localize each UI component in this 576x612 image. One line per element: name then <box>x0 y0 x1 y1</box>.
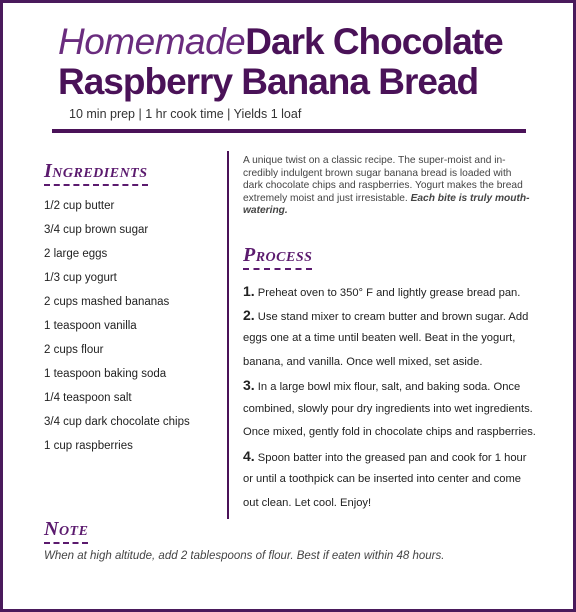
intro-line <box>243 205 543 218</box>
step-text: or until a toothpick can be inserted into center and come <box>243 473 521 485</box>
ingredients-heading: Ingredients <box>44 160 148 186</box>
ingredient-item: 2 large eggs <box>44 248 108 260</box>
meta-text: 10 min prep | 1 hr cook time | Yields 1 loaf <box>69 107 302 121</box>
ingredients-list <box>44 194 219 458</box>
note-section <box>44 518 544 562</box>
process-step-line <box>243 280 548 304</box>
process-step-line <box>243 304 548 328</box>
process-heading: Process <box>243 244 312 270</box>
ingredients-section <box>44 160 219 458</box>
ingredient-item: 3/4 cup brown sugar <box>44 224 149 236</box>
note-heading: Note <box>44 518 88 544</box>
step-number: 2. <box>243 306 255 323</box>
process-step-line <box>243 492 548 516</box>
ingredient-item: 1 cup raspberries <box>44 440 133 452</box>
ingredient-item: 3/4 cup dark chocolate chips <box>44 416 190 428</box>
title-line-2: Raspberry Banana Bread <box>58 61 479 102</box>
step-number: 4. <box>243 447 255 464</box>
step-text: Use stand mixer to cream butter and brown sugar. Add <box>257 310 529 323</box>
recipe-meta <box>52 107 526 135</box>
process-step-line <box>243 351 548 375</box>
step-text: Preheat oven to 350° F and lightly grease bread pan. <box>257 287 521 299</box>
ingredient-item: 1/4 teaspoon salt <box>44 392 132 404</box>
step-number: 1. <box>243 283 255 299</box>
ingredient-item: 2 cups mashed bananas <box>44 296 170 308</box>
intro-emphasis: Each bite is truly mouth- <box>410 192 530 204</box>
intro-line: A unique twist on a classic recipe. The super-moist and in- <box>243 155 506 166</box>
step-text: In a large bowl mix flour, salt, and baking soda. Once <box>257 381 521 393</box>
intro-emphasis: watering. <box>243 205 288 216</box>
ingredient-item: 1 teaspoon vanilla <box>44 320 137 332</box>
intro-line: dark chocolate chips and raspberries. Yogurt makes the bread <box>243 180 523 191</box>
ingredient-item: 1 teaspoon baking soda <box>44 368 167 380</box>
process-section <box>243 244 548 515</box>
step-text: Spoon batter into the greased pan and cook for 1 hour <box>257 451 527 464</box>
process-step-line <box>243 398 548 422</box>
recipe-intro <box>243 155 543 218</box>
title-divider <box>52 129 526 133</box>
step-number: 3. <box>243 377 255 393</box>
process-step-line <box>243 421 548 445</box>
recipe-title <box>58 22 528 102</box>
process-step-line <box>243 468 548 492</box>
intro-line <box>243 193 543 206</box>
ingredient-item: 1/3 cup yogurt <box>44 272 117 284</box>
title-line-1 <box>58 22 528 62</box>
step-text: Once mixed, gently fold in chocolate chips and raspberries. <box>243 426 536 438</box>
note-text: When at high altitude, add 2 tablespoons of flour. Best if eaten within 48 hours. <box>44 550 445 562</box>
step-text: eggs one at a time until beaten well. Beat in the yogurt, <box>243 332 516 344</box>
ingredient-item: 1/2 cup butter <box>44 200 115 212</box>
process-steps <box>243 280 548 515</box>
intro-text: extremely moist and just irresistable. <box>243 192 411 204</box>
intro-line: credibly indulgent brown sugar banana bread is loaded with <box>243 167 512 179</box>
step-text: out clean. Let cool. Enjoy! <box>243 496 372 509</box>
step-text: banana, and vanilla. Once well mixed, set aside. <box>243 355 483 368</box>
title-bold-words: Dark Chocolate <box>245 21 503 62</box>
step-text: combined, slowly pour dry ingredients into wet ingredients. <box>243 402 533 415</box>
ingredient-item: 2 cups flour <box>44 344 104 356</box>
process-step-line <box>243 445 548 469</box>
process-step-line <box>243 374 548 398</box>
column-divider <box>227 151 229 519</box>
title-light-word: Homemade <box>58 21 246 62</box>
process-step-line <box>243 327 548 351</box>
